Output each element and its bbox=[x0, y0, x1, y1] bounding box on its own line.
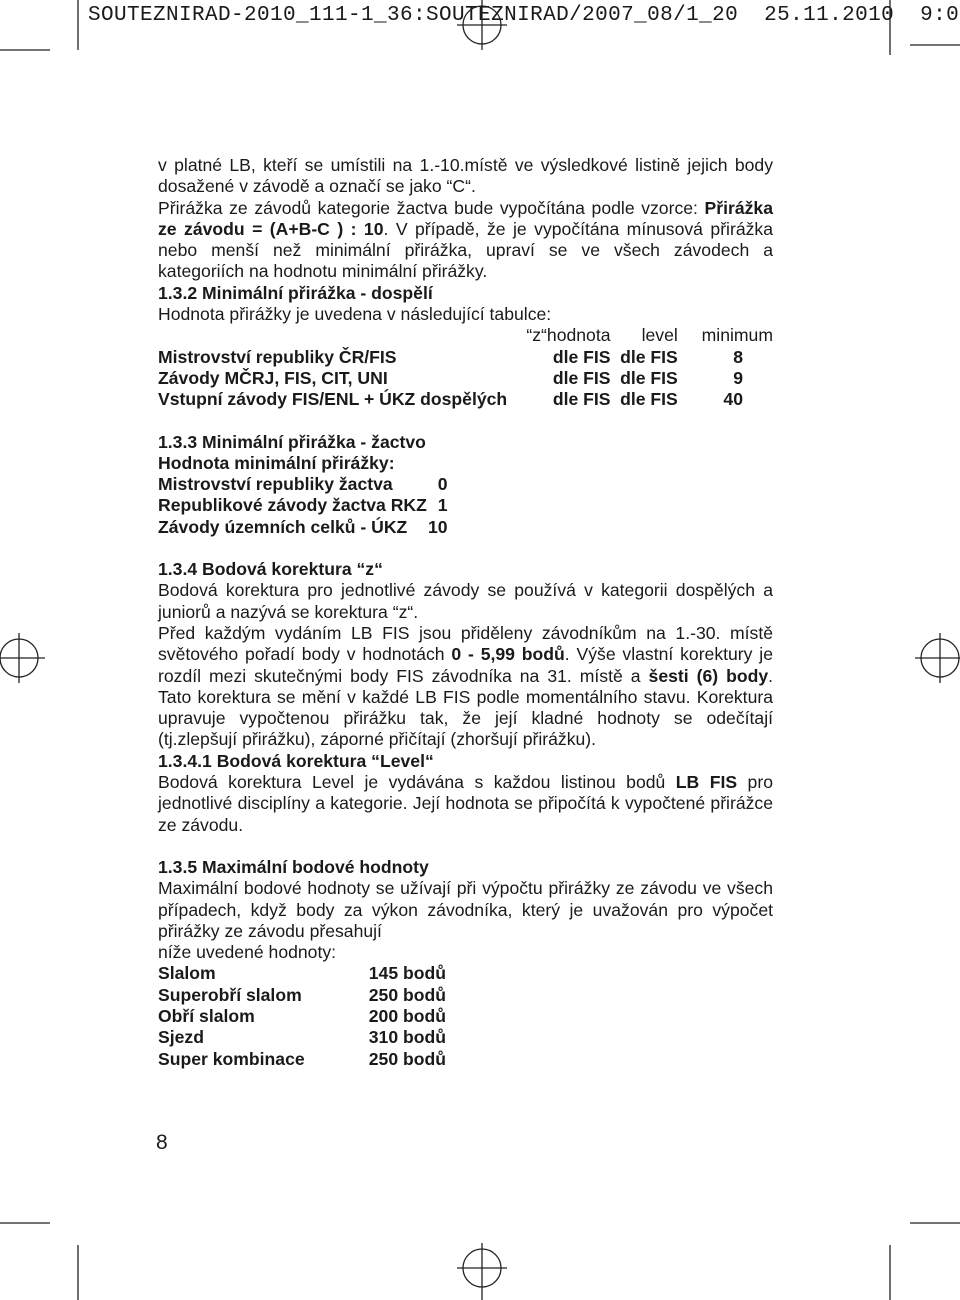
max-points-table bbox=[158, 963, 446, 1069]
page-content bbox=[158, 155, 773, 1070]
col-header-z: “z“hodnota bbox=[526, 325, 611, 346]
col-header-minimum: minimum bbox=[701, 325, 773, 346]
page-number: 8 bbox=[156, 1131, 168, 1154]
register-mark-right bbox=[915, 633, 960, 683]
section-1-3-4-heading: 1.3.4 Bodová korektura “z“ bbox=[158, 559, 383, 580]
intro-text-2: . V případě, že je vypočítána mínusová přirážka nebo menší než minimální přirážka, upraví se ve všech závodech a kategoriích na hodnotu minimální přirážky. bbox=[158, 218, 773, 282]
table-row: Závody územních celků - ÚKZ 10 bbox=[158, 516, 448, 537]
table-row: Závody MČRJ, FIS, CIT, UNI dle FIS dle FIS 9 bbox=[158, 367, 743, 388]
table-row: Sjezd 310 bodů bbox=[158, 1027, 446, 1048]
section-1-3-4-1-paragraph: Bodová korektura Level je vydávána s každou listinou bodů LB FIS pro jednotlivé disciplíny a kategorie. Její hodnota se připočítá k vypočtené přirážce ze závodu. bbox=[158, 772, 773, 835]
col-header-level: level bbox=[641, 325, 678, 346]
section-1-3-5-heading: 1.3.5 Maximální bodové hodnoty bbox=[158, 856, 429, 877]
table-row: Obří slalom 200 bodů bbox=[158, 1005, 446, 1026]
adult-minimum-table bbox=[158, 325, 773, 410]
section-1-3-5-paragraph-2: níže uvedené hodnoty: bbox=[158, 942, 337, 963]
table-row: Mistrovství republiky žactva 0 bbox=[158, 474, 448, 495]
section-1-3-4-1-heading: 1.3.4.1 Bodová korektura “Level“ bbox=[158, 750, 434, 771]
table-row: Republikové závody žactva RKZ 1 bbox=[158, 495, 448, 516]
formula: Přirážka ze závodu = (A+B-C ) : 10 bbox=[158, 197, 773, 239]
table-row: Slalom 145 bodů bbox=[158, 963, 446, 984]
section-1-3-4-paragraph-1: Bodová korektura pro jednotlivé závody se používá v kategorii dospělých a juniorů a nazývá se korektura “z“. bbox=[158, 580, 773, 622]
section-1-3-5-paragraph: Maximální bodové hodnoty se užívají při výpočtu přirážky ze závodu ve všech případech, když body za výkon závodníka, který je uvažován pro výpočet přirážky ze závodu přesahují bbox=[158, 878, 773, 941]
table-row: Superobří slalom 250 bodů bbox=[158, 984, 446, 1005]
table-row: Super kombinace 250 bodů bbox=[158, 1048, 446, 1069]
intro-paragraph-2 bbox=[158, 198, 773, 283]
table-row: Mistrovství republiky ČR/FIS dle FIS dle FIS 8 bbox=[158, 346, 743, 367]
intro-text: Přirážka ze závodů kategorie žactva bude vypočítána podle vzorce: bbox=[158, 197, 705, 218]
youth-minimum-table bbox=[158, 453, 448, 538]
register-mark-left bbox=[0, 633, 45, 683]
register-mark-bottom bbox=[457, 1243, 507, 1300]
table-header-row bbox=[158, 325, 773, 346]
intro-paragraph-1: v platné LB, kteří se umístili na 1.-10.místě ve výsledkové listině jejich body dosažené v závodě a označí se jako “C“. bbox=[158, 155, 773, 197]
table-row: Vstupní závody FIS/ENL + ÚKZ dospělých dle FIS dle FIS 40 bbox=[158, 389, 743, 410]
table-subheading: Hodnota minimální přirážky: bbox=[158, 452, 395, 473]
section-1-3-4-paragraph-2: Před každým vydáním LB FIS jsou přiděleny závodníkům na 1.-30. místě světového pořadí body v hodnotách 0 - 5,99 bodů. Výše vlastní korektury je rozdíl mezi skutečnými body FIS závodníka na 31. místě a šesti (6) body. Tato korektura se mění v každé LB FIS podle momentálního stavu. Korektura upravuje vypočtenou přirážku tak, že její kladné hodnoty se odečítají (tj.zlepšují přirážku), záporné přičítají (zhoršují přirážku). bbox=[158, 622, 774, 750]
section-1-3-2-intro: Hodnota přirážky je uvedena v následující tabulce: bbox=[158, 304, 552, 325]
section-1-3-3-heading: 1.3.3 Minimální přirážka - žactvo bbox=[158, 431, 426, 452]
section-1-3-2-heading: 1.3.2 Minimální přirážka - dospělí bbox=[158, 282, 433, 303]
print-slug: SOUTEZNIRAD-2010_111-1_36:SOUTEZNIRAD/2007_08/1_20 25.11.2010 9:0 bbox=[88, 4, 960, 27]
